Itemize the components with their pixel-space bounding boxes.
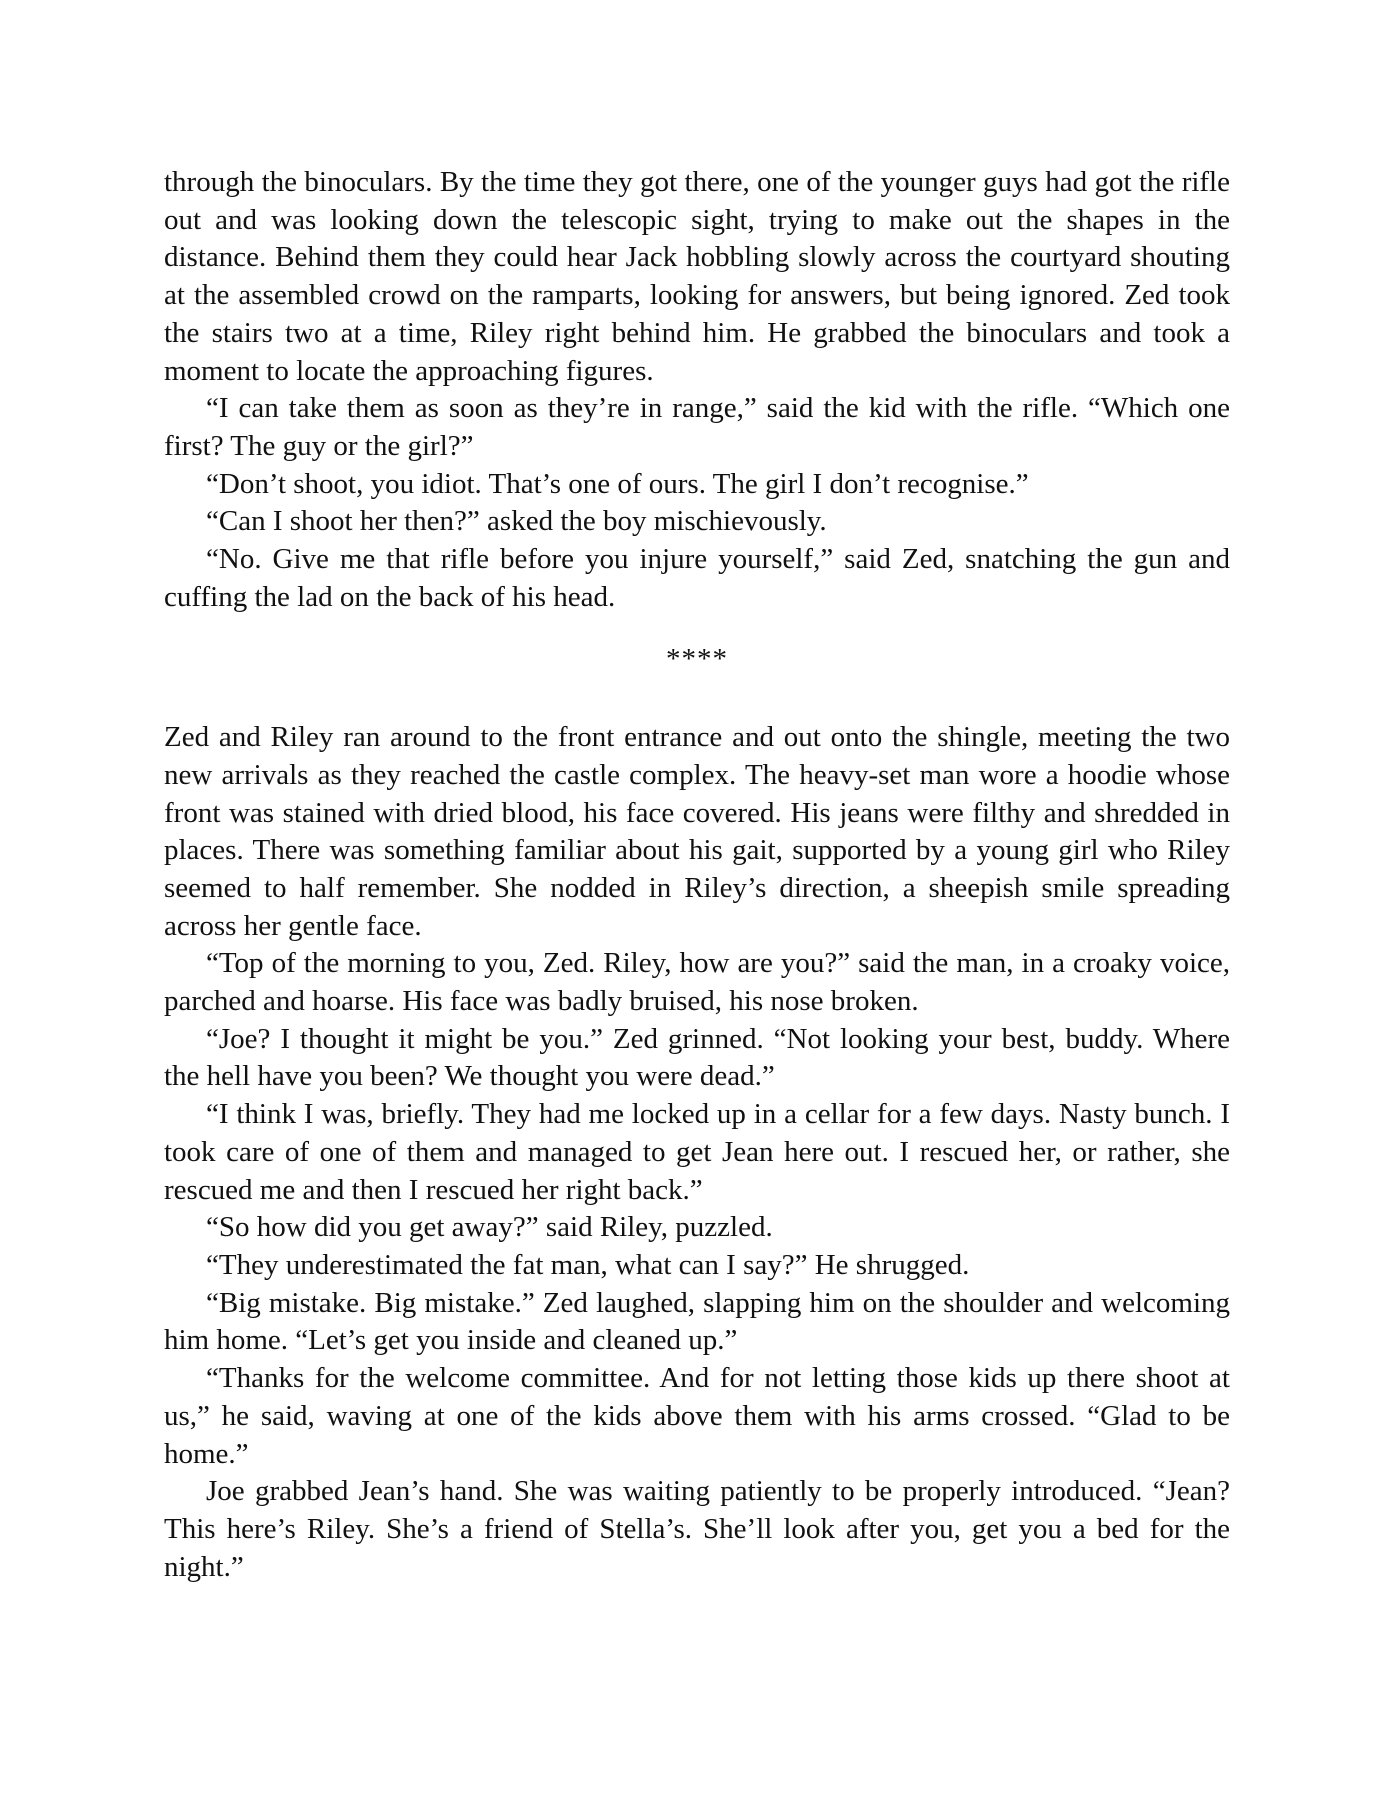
book-page [164, 164, 1230, 1586]
paragraph: “Big mistake. Big mistake.” Zed laughed, slapping him on the shoulder and welcoming him home. “Let’s get you inside and cleaned up.” [164, 1286, 1230, 1357]
paragraph: through the binoculars. By the time they got there, one of the younger guys had got the rifle out and was looking down the telescopic sight, trying to make out the shapes in the distance. Behind them they could hear Jack hobbling slowly across the courtyard shouting at the assembled crowd on the ramparts, looking for answers, but being ignored. Zed took the stairs two at a time, Riley right behind him. He grabbed the binoculars and took a moment to locate the approaching figures. [164, 166, 1230, 387]
paragraph: “So how did you get away?” said Riley, puzzled. [206, 1211, 773, 1244]
paragraph: “They underestimated the fat man, what can I say?” He shrugged. [206, 1248, 970, 1281]
paragraph: “I can take them as soon as they’re in range,” said the kid with the rifle. “Which one first? The guy or the girl?” [164, 392, 1230, 462]
paragraph: “Thanks for the welcome committee. And for not letting those kids up there shoot at us,” he said, waving at one of the kids above them with his arms crossed. “Glad to be home.” [164, 1362, 1230, 1470]
paragraph: “Can I shoot her then?” asked the boy mischievously. [206, 505, 827, 538]
scene-break: **** [666, 643, 728, 676]
paragraph: “No. Give me that rifle before you injure yourself,” said Zed, snatching the gun and cuffing the lad on the back of his head. [164, 543, 1230, 613]
paragraph: Joe grabbed Jean’s hand. She was waiting patiently to be properly introduced. “Jean? This here’s Riley. She’s a friend of Stella’s. She’ll look after you, get you a bed for the night.” [164, 1475, 1230, 1583]
paragraph: Zed and Riley ran around to the front entrance and out onto the shingle, meeting the two new arrivals as they reached the castle complex. The heavy-set man wore a hoodie whose front was stained with dried blood, his face covered. His jeans were filthy and shredded in places. There was something familiar about his gait, supported by a young girl who Riley seemed to half remember. She nodded in Riley’s direction, a sheepish smile spreading across her gentle face. [164, 721, 1230, 942]
paragraph: “Joe? I thought it might be you.” Zed grinned. “Not looking your best, buddy. Where the hell have you been? We thought you were dead.” [164, 1022, 1230, 1093]
paragraph: “I think I was, briefly. They had me locked up in a cellar for a few days. Nasty bunch. I took care of one of them and managed to get Jean here out. I rescued her, or rather, she rescued me and then I rescued her right back.” [164, 1098, 1230, 1206]
paragraph: “Top of the morning to you, Zed. Riley, how are you?” said the man, in a croaky voice, parched and hoarse. His face was badly bruised, his nose broken. [164, 947, 1230, 1018]
paragraph: “Don’t shoot, you idiot. That’s one of ours. The girl I don’t recognise.” [206, 467, 1029, 500]
